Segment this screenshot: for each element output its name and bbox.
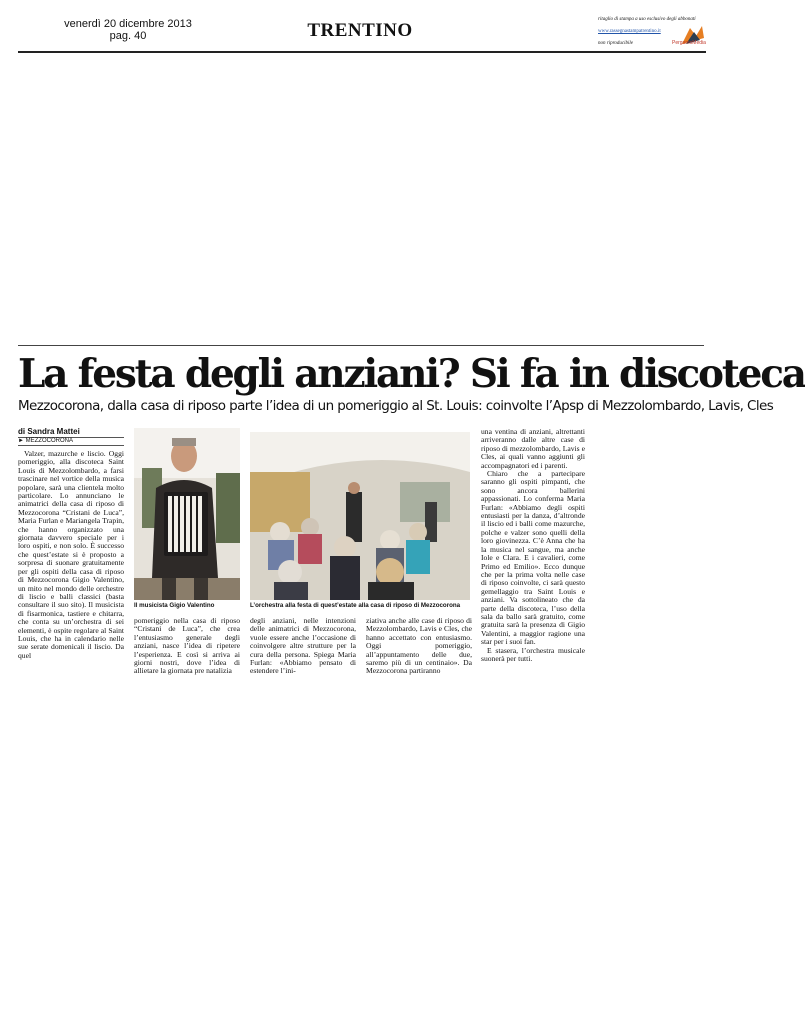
paragraph: pomeriggio nella casa di riposo “Cristani de Luca”, che crea l’entusiasmo generale degli anziani, nasce l’idea di ripetere l’esperienza. E così si arriva ai giorni nostri, dove l’idea di allietare la giornata pre natalizia	[134, 616, 240, 676]
paragraph: Chiaro che a partecipare saranno gli ospiti pimpanti, che sono ancora ballerini appassionati. Lo conferma Maria Furlan: «Abbiamo degli ospiti entusiasti per la danza, d’altronde il liscio ed i balli come mazurche, polche e valzer sono quelli della loro giovinezza. C’è Anna che ha la musica nel sangue, ma anche Iole e Clara. E i cavalieri, come Primo ed Emilio». Ecco dunque che per la prima volta nelle case di riposo coinvolte, ci sarà questo gemellaggio tra Saint Louis e anziani. Va sottolineato che da parte della discoteca, l’uso della sala da ballo sarà gratuito, come gratuita sarà la presenza di Gigio Valentini, a maggior ragione una star per i suoi fan.	[481, 469, 585, 647]
rights-url-link[interactable]: www.rassegnastampatrentino.it	[598, 29, 661, 34]
byline: di Sandra Mattei	[18, 427, 124, 438]
headline: La festa degli anziani? Si fa in discoteca	[18, 351, 805, 397]
article-column-2	[134, 617, 240, 676]
header-divider	[18, 51, 706, 53]
issue-date: venerdì 20 dicembre 2013	[64, 18, 192, 30]
paragraph: una ventina di anziani, altrettanti arriveranno dalle altre case di riposo di mezzolombardo, Lavis e Cles, ai quali vanno aggiunti gli accompagnatori ed i parenti.	[481, 427, 585, 470]
article-divider	[18, 345, 704, 346]
paragraph: degli anziani, nelle intenzioni delle animatrici di Mezzocorona, vuole essere anche l’occasione di coinvolgere altre strutture per la cura della persona. Spiega Maria Furlan: «Abbiamo pensato di estendere l’ini-	[250, 616, 356, 676]
photo-caption-party: L’orchestra alla festa di quest’estate alla casa di riposo di Mezzocorona	[250, 602, 461, 609]
photo-party	[250, 432, 470, 600]
article-column-4	[366, 617, 472, 676]
paragraph: Valzer, mazurche e liscio. Oggi pomeriggio, alla discoteca Saint Louis di Mezzolombardo, a farsi trascinare nel vortice della musica popolare, sarà una clientela molto particolare. Lo annunciano le animatrici della casa di riposo di Mezzocorona “Cristani de Luca”, Maria Furlan e Mariangela Trapin, che hanno organizzato una giornata davvero speciale per i loro ospiti, e non solo. È successo che quest’estate si è proposto a sorpresa di suonare gratuitamente per gli ospiti della casa di riposo di Mezzocorona Gigio Valentino, un mito nel mondo delle orchestre di liscio e balli classici (basta consultare il suo sito). Il musicista di fisarmonica, tastiere e chitarra, che conta su un’orchestra di sei elementi, è ospite regolare al Saint Louis, che ha in calendario nelle sue serate domenicali il liscio. Da quel	[18, 449, 124, 660]
subheadline: Mezzocorona, dalla casa di riposo parte l’idea di un pomeriggio al St. Louis: coinvolte l’Apsp di Mezzolombardo, Lavis, Cles	[18, 398, 774, 414]
dateline	[18, 438, 124, 446]
photo-musician	[134, 428, 240, 600]
article-column-5	[481, 428, 585, 663]
paragraph: ziativa anche alle case di riposo di Mezzolombardo, Lavis e Cles, che hanno accettato con entusiasmo. Oggi pomeriggio, all’appuntamento delle due, saremo più di un centinaio». Da Mezzocorona partiranno	[366, 616, 472, 676]
dateline-place: MEZZOCORONA	[25, 438, 73, 444]
rights-text: ritaglio di stampa a uso esclusivo degli abbonati	[598, 17, 696, 22]
logo-text: PergamoMedia	[672, 40, 706, 46]
paragraph: E stasera, l’orchestra musicale suonerà per tutti.	[481, 645, 585, 663]
article-column-1	[18, 450, 124, 660]
photo-caption-musician: Il musicista Gigio Valentino	[134, 602, 215, 609]
article-column-3	[250, 617, 356, 676]
date-block	[58, 18, 198, 42]
triangle-icon: ►	[18, 438, 24, 444]
rights-note: non riproducibile	[598, 41, 633, 46]
masthead: TRENTINO	[307, 20, 413, 41]
page-number: pag. 40	[109, 30, 147, 42]
